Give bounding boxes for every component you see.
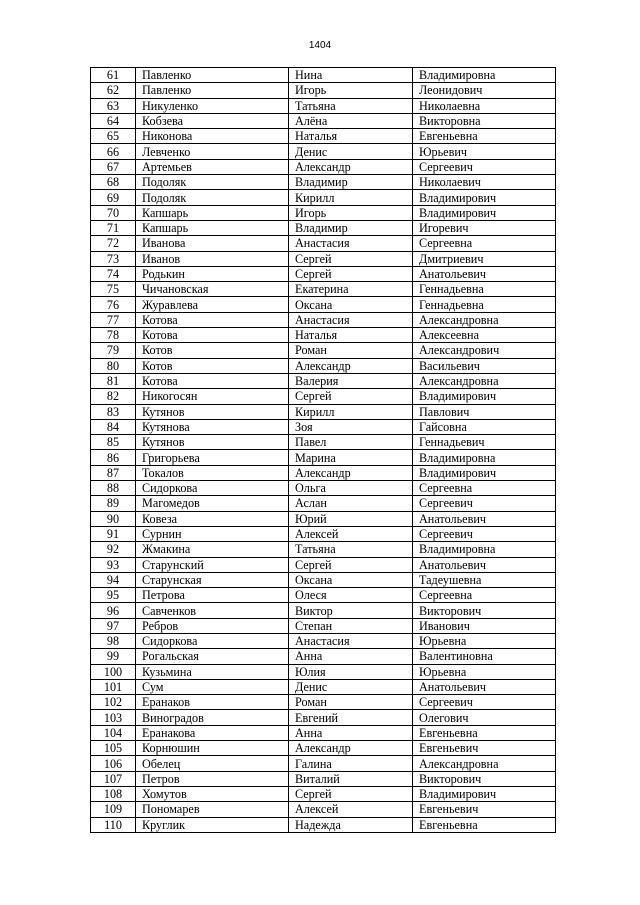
table-row	[91, 435, 556, 450]
table-row	[91, 373, 556, 388]
table-row	[91, 557, 556, 572]
row-number-cell: 107	[91, 771, 136, 786]
table-row	[91, 419, 556, 434]
last-name-cell: Петров	[136, 771, 289, 786]
last-name-cell: Подоляк	[136, 175, 289, 190]
patronymic-cell: Викторович	[413, 771, 556, 786]
row-number-cell: 101	[91, 679, 136, 694]
last-name-cell: Иванова	[136, 236, 289, 251]
row-number-cell: 74	[91, 266, 136, 281]
first-name-cell: Алёна	[289, 113, 413, 128]
patronymic-cell: Евгеньевич	[413, 802, 556, 817]
last-name-cell: Кузьмина	[136, 664, 289, 679]
first-name-cell: Валерия	[289, 373, 413, 388]
table-row	[91, 771, 556, 786]
first-name-cell: Ольга	[289, 481, 413, 496]
patronymic-cell: Владимирович	[413, 786, 556, 801]
row-number-cell: 94	[91, 572, 136, 587]
last-name-cell: Ковеза	[136, 511, 289, 526]
last-name-cell: Сидоркова	[136, 481, 289, 496]
patronymic-cell: Юрьевич	[413, 144, 556, 159]
first-name-cell: Сергей	[289, 266, 413, 281]
table-row	[91, 297, 556, 312]
table-row	[91, 679, 556, 694]
first-name-cell: Анна	[289, 725, 413, 740]
first-name-cell: Александр	[289, 358, 413, 373]
first-name-cell: Кирилл	[289, 190, 413, 205]
last-name-cell: Еранаков	[136, 695, 289, 710]
table-row	[91, 511, 556, 526]
row-number-cell: 73	[91, 251, 136, 266]
patronymic-cell: Николаевич	[413, 175, 556, 190]
row-number-cell: 69	[91, 190, 136, 205]
row-number-cell: 110	[91, 817, 136, 832]
first-name-cell: Галина	[289, 756, 413, 771]
last-name-cell: Котова	[136, 373, 289, 388]
patronymic-cell: Олегович	[413, 710, 556, 725]
first-name-cell: Игорь	[289, 83, 413, 98]
patronymic-cell: Евгеньевна	[413, 725, 556, 740]
first-name-cell: Наталья	[289, 129, 413, 144]
table-row	[91, 98, 556, 113]
first-name-cell: Роман	[289, 343, 413, 358]
patronymic-cell: Геннадьевна	[413, 297, 556, 312]
row-number-cell: 77	[91, 312, 136, 327]
row-number-cell: 93	[91, 557, 136, 572]
row-number-cell: 68	[91, 175, 136, 190]
row-number-cell: 80	[91, 358, 136, 373]
last-name-cell: Никуленко	[136, 98, 289, 113]
row-number-cell: 90	[91, 511, 136, 526]
table-row	[91, 817, 556, 832]
last-name-cell: Григорьева	[136, 450, 289, 465]
table-row	[91, 618, 556, 633]
first-name-cell: Сергей	[289, 557, 413, 572]
row-number-cell: 75	[91, 282, 136, 297]
last-name-cell: Обелец	[136, 756, 289, 771]
row-number-cell: 82	[91, 389, 136, 404]
first-name-cell: Зоя	[289, 419, 413, 434]
first-name-cell: Степан	[289, 618, 413, 633]
last-name-cell: Виноградов	[136, 710, 289, 725]
patronymic-cell: Сергеевна	[413, 236, 556, 251]
last-name-cell: Еранакова	[136, 725, 289, 740]
last-name-cell: Сурнин	[136, 526, 289, 541]
row-number-cell: 98	[91, 633, 136, 648]
patronymic-cell: Геннадьевна	[413, 282, 556, 297]
first-name-cell: Оксана	[289, 297, 413, 312]
table-row	[91, 496, 556, 511]
table-row	[91, 588, 556, 603]
row-number-cell: 96	[91, 603, 136, 618]
patronymic-cell: Владимировна	[413, 542, 556, 557]
table-row	[91, 389, 556, 404]
table-row	[91, 129, 556, 144]
patronymic-cell: Сергеевна	[413, 588, 556, 603]
patronymic-cell: Владимирович	[413, 190, 556, 205]
first-name-cell: Виктор	[289, 603, 413, 618]
table-row	[91, 756, 556, 771]
last-name-cell: Подоляк	[136, 190, 289, 205]
last-name-cell: Ребров	[136, 618, 289, 633]
patronymic-cell: Александровна	[413, 312, 556, 327]
row-number-cell: 83	[91, 404, 136, 419]
patronymic-cell: Васильевич	[413, 358, 556, 373]
last-name-cell: Родькин	[136, 266, 289, 281]
first-name-cell: Надежда	[289, 817, 413, 832]
row-number-cell: 89	[91, 496, 136, 511]
patronymic-cell: Алексеевна	[413, 328, 556, 343]
patronymic-cell: Александровна	[413, 373, 556, 388]
row-number-cell: 66	[91, 144, 136, 159]
first-name-cell: Нина	[289, 68, 413, 83]
table-row	[91, 710, 556, 725]
patronymic-cell: Анатольевич	[413, 679, 556, 694]
row-number-cell: 81	[91, 373, 136, 388]
last-name-cell: Котов	[136, 358, 289, 373]
patronymic-cell: Игоревич	[413, 220, 556, 235]
table-row	[91, 343, 556, 358]
row-number-cell: 95	[91, 588, 136, 603]
table-row	[91, 725, 556, 740]
row-number-cell: 70	[91, 205, 136, 220]
table-row	[91, 251, 556, 266]
last-name-cell: Павленко	[136, 68, 289, 83]
patronymic-cell: Владимировна	[413, 68, 556, 83]
first-name-cell: Оксана	[289, 572, 413, 587]
patronymic-cell: Юрьевна	[413, 664, 556, 679]
row-number-cell: 108	[91, 786, 136, 801]
first-name-cell: Алексей	[289, 526, 413, 541]
patronymic-cell: Гайсовна	[413, 419, 556, 434]
patronymic-cell: Павлович	[413, 404, 556, 419]
last-name-cell: Старунская	[136, 572, 289, 587]
last-name-cell: Сидоркова	[136, 633, 289, 648]
table-row	[91, 144, 556, 159]
table-row	[91, 450, 556, 465]
patronymic-cell: Геннадьевич	[413, 435, 556, 450]
last-name-cell: Котова	[136, 312, 289, 327]
patronymic-cell: Сергеевич	[413, 695, 556, 710]
patronymic-cell: Владимирович	[413, 205, 556, 220]
row-number-cell: 92	[91, 542, 136, 557]
last-name-cell: Жмакина	[136, 542, 289, 557]
last-name-cell: Петрова	[136, 588, 289, 603]
table-row	[91, 741, 556, 756]
patronymic-cell: Викторовна	[413, 113, 556, 128]
row-number-cell: 79	[91, 343, 136, 358]
row-number-cell: 84	[91, 419, 136, 434]
first-name-cell: Марина	[289, 450, 413, 465]
first-name-cell: Юрий	[289, 511, 413, 526]
row-number-cell: 104	[91, 725, 136, 740]
patronymic-cell: Владимировна	[413, 450, 556, 465]
last-name-cell: Старунский	[136, 557, 289, 572]
row-number-cell: 86	[91, 450, 136, 465]
table-row	[91, 664, 556, 679]
table-row	[91, 603, 556, 618]
patronymic-cell: Сергеевич	[413, 159, 556, 174]
last-name-cell: Никонова	[136, 129, 289, 144]
table-row	[91, 358, 556, 373]
last-name-cell: Артемьев	[136, 159, 289, 174]
patronymic-cell: Владимирович	[413, 465, 556, 480]
last-name-cell: Чичановская	[136, 282, 289, 297]
last-name-cell: Журавлева	[136, 297, 289, 312]
page-number: 1404	[308, 40, 332, 51]
first-name-cell: Наталья	[289, 328, 413, 343]
table-row	[91, 572, 556, 587]
roster-table-body	[91, 68, 556, 833]
patronymic-cell: Евгеньевна	[413, 817, 556, 832]
table-row	[91, 526, 556, 541]
patronymic-cell: Сергеевич	[413, 526, 556, 541]
patronymic-cell: Иванович	[413, 618, 556, 633]
first-name-cell: Сергей	[289, 251, 413, 266]
first-name-cell: Анна	[289, 649, 413, 664]
first-name-cell: Игорь	[289, 205, 413, 220]
table-row	[91, 190, 556, 205]
row-number-cell: 61	[91, 68, 136, 83]
table-row	[91, 481, 556, 496]
row-number-cell: 63	[91, 98, 136, 113]
patronymic-cell: Дмитриевич	[413, 251, 556, 266]
last-name-cell: Иванов	[136, 251, 289, 266]
row-number-cell: 102	[91, 695, 136, 710]
table-row	[91, 465, 556, 480]
table-row	[91, 786, 556, 801]
row-number-cell: 85	[91, 435, 136, 450]
patronymic-cell: Леонидович	[413, 83, 556, 98]
table-row	[91, 83, 556, 98]
table-row	[91, 205, 556, 220]
patronymic-cell: Сергеевич	[413, 496, 556, 511]
row-number-cell: 64	[91, 113, 136, 128]
row-number-cell: 78	[91, 328, 136, 343]
first-name-cell: Татьяна	[289, 542, 413, 557]
last-name-cell: Савченков	[136, 603, 289, 618]
patronymic-cell: Тадеушевна	[413, 572, 556, 587]
row-number-cell: 72	[91, 236, 136, 251]
first-name-cell: Денис	[289, 679, 413, 694]
first-name-cell: Александр	[289, 465, 413, 480]
first-name-cell: Александр	[289, 741, 413, 756]
first-name-cell: Юлия	[289, 664, 413, 679]
table-row	[91, 159, 556, 174]
table-row	[91, 633, 556, 648]
row-number-cell: 88	[91, 481, 136, 496]
last-name-cell: Кобзева	[136, 113, 289, 128]
first-name-cell: Алексей	[289, 802, 413, 817]
row-number-cell: 62	[91, 83, 136, 98]
first-name-cell: Екатерина	[289, 282, 413, 297]
patronymic-cell: Владимирович	[413, 389, 556, 404]
first-name-cell: Денис	[289, 144, 413, 159]
row-number-cell: 100	[91, 664, 136, 679]
row-number-cell: 67	[91, 159, 136, 174]
table-row	[91, 312, 556, 327]
roster-table	[90, 67, 556, 833]
first-name-cell: Анастасия	[289, 236, 413, 251]
table-row	[91, 175, 556, 190]
patronymic-cell: Александровна	[413, 756, 556, 771]
first-name-cell: Павел	[289, 435, 413, 450]
last-name-cell: Павленко	[136, 83, 289, 98]
last-name-cell: Капшарь	[136, 205, 289, 220]
row-number-cell: 99	[91, 649, 136, 664]
table-row	[91, 328, 556, 343]
last-name-cell: Кутянов	[136, 404, 289, 419]
last-name-cell: Круглик	[136, 817, 289, 832]
table-row	[91, 68, 556, 83]
patronymic-cell: Сергеевна	[413, 481, 556, 496]
table-row	[91, 649, 556, 664]
last-name-cell: Капшарь	[136, 220, 289, 235]
last-name-cell: Котова	[136, 328, 289, 343]
table-row	[91, 220, 556, 235]
first-name-cell: Виталий	[289, 771, 413, 786]
row-number-cell: 65	[91, 129, 136, 144]
row-number-cell: 105	[91, 741, 136, 756]
table-row	[91, 113, 556, 128]
row-number-cell: 103	[91, 710, 136, 725]
patronymic-cell: Анатольевич	[413, 557, 556, 572]
first-name-cell: Роман	[289, 695, 413, 710]
patronymic-cell: Анатольевич	[413, 511, 556, 526]
row-number-cell: 106	[91, 756, 136, 771]
last-name-cell: Хомутов	[136, 786, 289, 801]
table-row	[91, 802, 556, 817]
table-row	[91, 542, 556, 557]
first-name-cell: Александр	[289, 159, 413, 174]
first-name-cell: Владимир	[289, 220, 413, 235]
first-name-cell: Татьяна	[289, 98, 413, 113]
table-row	[91, 404, 556, 419]
first-name-cell: Олеся	[289, 588, 413, 603]
table-row	[91, 266, 556, 281]
row-number-cell: 109	[91, 802, 136, 817]
patronymic-cell: Анатольевич	[413, 266, 556, 281]
last-name-cell: Сум	[136, 679, 289, 694]
patronymic-cell: Юрьевна	[413, 633, 556, 648]
row-number-cell: 76	[91, 297, 136, 312]
patronymic-cell: Валентиновна	[413, 649, 556, 664]
row-number-cell: 87	[91, 465, 136, 480]
first-name-cell: Кирилл	[289, 404, 413, 419]
last-name-cell: Левченко	[136, 144, 289, 159]
first-name-cell: Владимир	[289, 175, 413, 190]
first-name-cell: Сергей	[289, 786, 413, 801]
last-name-cell: Рогальская	[136, 649, 289, 664]
row-number-cell: 97	[91, 618, 136, 633]
row-number-cell: 71	[91, 220, 136, 235]
first-name-cell: Евгений	[289, 710, 413, 725]
table-row	[91, 695, 556, 710]
table-row	[91, 236, 556, 251]
last-name-cell: Кутянов	[136, 435, 289, 450]
patronymic-cell: Евгеньевич	[413, 741, 556, 756]
patronymic-cell: Николаевна	[413, 98, 556, 113]
first-name-cell: Анастасия	[289, 312, 413, 327]
last-name-cell: Пономарев	[136, 802, 289, 817]
patronymic-cell: Александрович	[413, 343, 556, 358]
last-name-cell: Кутянова	[136, 419, 289, 434]
last-name-cell: Корнюшин	[136, 741, 289, 756]
last-name-cell: Токалов	[136, 465, 289, 480]
patronymic-cell: Викторович	[413, 603, 556, 618]
first-name-cell: Сергей	[289, 389, 413, 404]
last-name-cell: Никогосян	[136, 389, 289, 404]
last-name-cell: Котов	[136, 343, 289, 358]
first-name-cell: Аслан	[289, 496, 413, 511]
patronymic-cell: Евгеньевна	[413, 129, 556, 144]
table-row	[91, 282, 556, 297]
last-name-cell: Магомедов	[136, 496, 289, 511]
first-name-cell: Анастасия	[289, 633, 413, 648]
row-number-cell: 91	[91, 526, 136, 541]
